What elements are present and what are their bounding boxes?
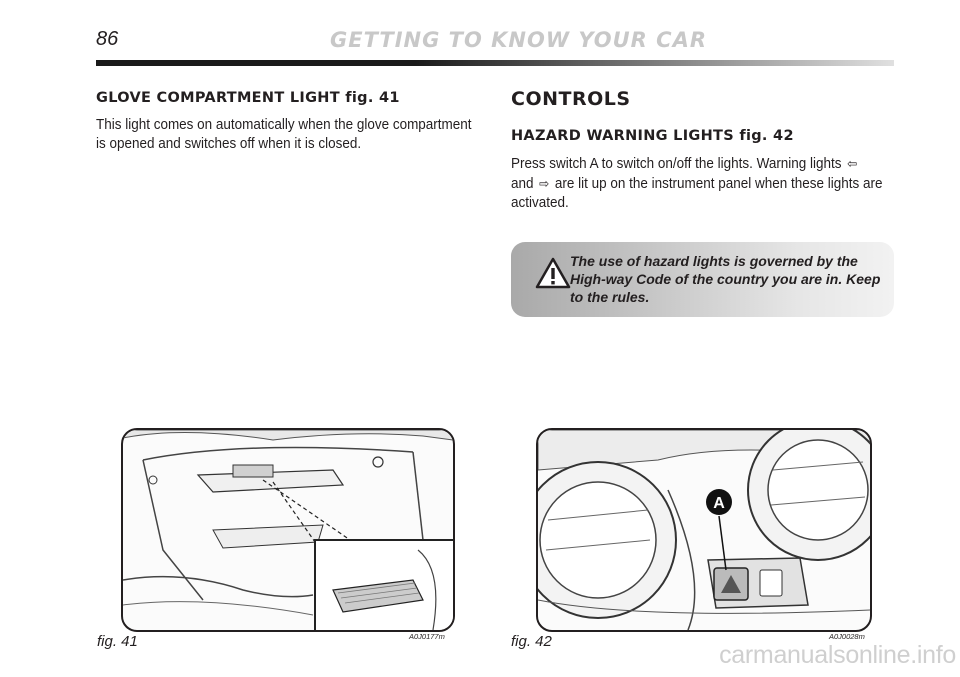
- right-arrow-icon: ⇨: [539, 176, 550, 191]
- hazard-lights-heading: HAZARD WARNING LIGHTS fig. 42: [511, 128, 794, 144]
- figure-42-code: A0J0028m: [829, 632, 865, 641]
- figure-42: [536, 428, 872, 632]
- glove-light-heading: GLOVE COMPARTMENT LIGHT fig. 41: [96, 90, 400, 106]
- hazard-body-part3: are lit up on the instrument panel when these lights are activated.: [511, 176, 883, 211]
- controls-title: CONTROLS: [511, 88, 631, 110]
- hazard-body-part1: Press switch A to switch on/off the lights. Warning lights: [511, 156, 842, 172]
- left-column: [96, 90, 488, 154]
- watermark: carmanualsonline.info: [719, 641, 956, 669]
- header-rule: [96, 60, 894, 66]
- figure-41-code: A0J0177m: [409, 632, 445, 641]
- figure-41-caption: fig. 41: [97, 633, 138, 650]
- warning-box: [511, 242, 894, 317]
- right-column: [511, 88, 899, 213]
- left-arrow-icon: ⇦: [847, 156, 858, 171]
- hazard-switch-illustration: [538, 430, 870, 630]
- running-title: GETTING TO KNOW YOUR CAR: [330, 28, 707, 52]
- figure-41: [121, 428, 455, 632]
- callout-label-a: A: [713, 495, 725, 512]
- hazard-body-part2: and: [511, 176, 534, 192]
- warning-text: The use of hazard lights is governed by the High-way Code of the country you are in. Keep to the rules.: [570, 253, 881, 305]
- warning-triangle-icon: [535, 257, 571, 289]
- page-number: 86: [96, 28, 119, 50]
- figure-42-caption: fig. 42: [511, 633, 552, 650]
- hazard-lights-body: [511, 154, 890, 213]
- glove-compartment-illustration: [123, 430, 453, 630]
- glove-light-body: This light comes on automatically when the glove compartment is opened and switches off when it is closed.: [96, 117, 472, 152]
